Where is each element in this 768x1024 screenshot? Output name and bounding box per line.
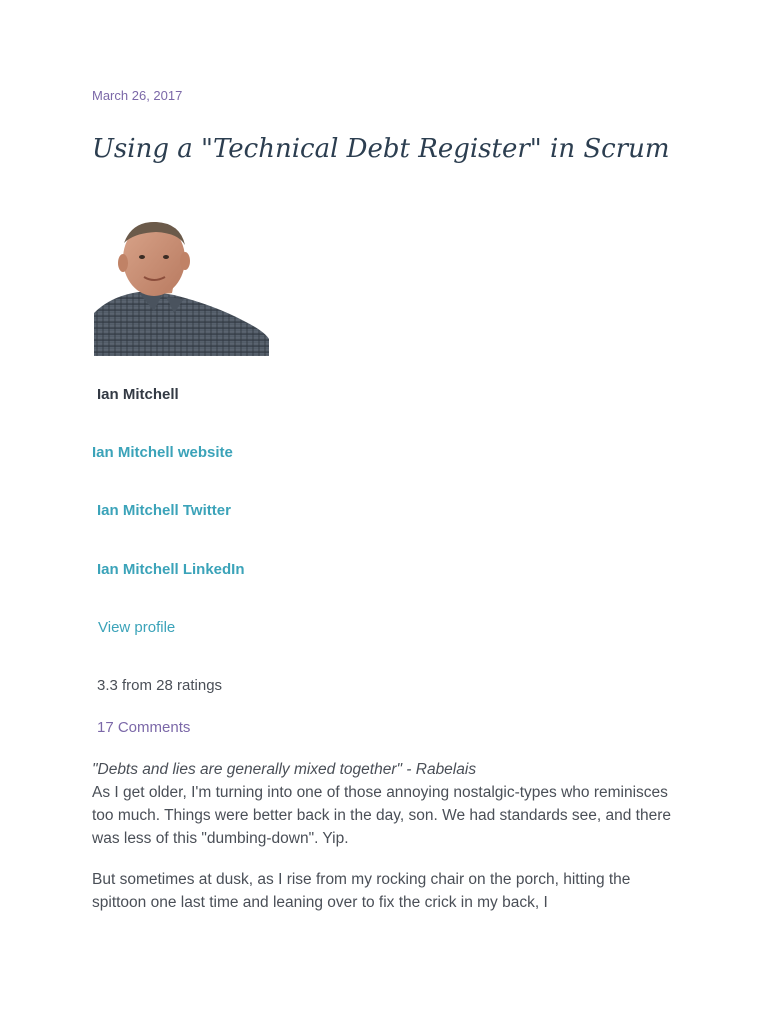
comments-link[interactable]: 17 Comments bbox=[97, 719, 191, 736]
author-photo bbox=[94, 221, 269, 356]
article-body bbox=[92, 758, 682, 932]
view-profile-link[interactable]: View profile bbox=[98, 619, 176, 636]
body-paragraph: But sometimes at dusk, as I rise from my rocking chair on the porch, hitting the spittoon one last time and leaning over to fix the crick in my back, I bbox=[92, 871, 631, 911]
author-website-link[interactable]: Ian Mitchell website bbox=[92, 444, 233, 461]
body-paragraph: As I get older, I'm turning into one of those annoying nostalgic-types who reminisces too much. Things were better back in the day, son. We had standards see, and there was less of this "dumbing-down". Yip. bbox=[92, 784, 672, 847]
author-name: Ian Mitchell bbox=[97, 386, 179, 403]
rating-summary: 3.3 from 28 ratings bbox=[97, 677, 223, 694]
author-twitter-link[interactable]: Ian Mitchell Twitter bbox=[97, 502, 231, 519]
article-title: Using a "Technical Debt Register" in Scrum bbox=[92, 134, 670, 164]
author-avatar[interactable] bbox=[94, 221, 269, 356]
article-date: March 26, 2017 bbox=[92, 88, 183, 103]
opening-quote: "Debts and lies are generally mixed together" - Rabelais bbox=[92, 761, 477, 778]
author-linkedin-link[interactable]: Ian Mitchell LinkedIn bbox=[97, 561, 245, 578]
